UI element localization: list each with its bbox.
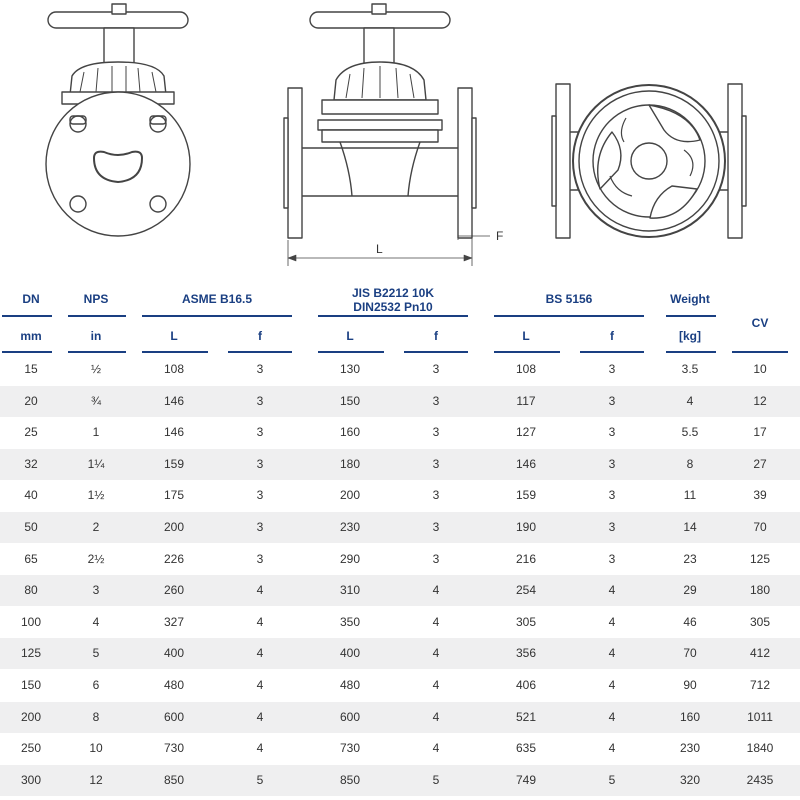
table-row [0, 512, 800, 543]
cell-jis-f: 4 [432, 583, 440, 598]
cell-asme-L: 850 [163, 772, 185, 787]
subheader-asme-f: f [258, 329, 262, 343]
cell-jis-f: 4 [432, 678, 440, 692]
valve-side-view [284, 4, 490, 266]
header-rule [142, 315, 292, 317]
cell-bs-f: 3 [608, 456, 616, 471]
cell-cv: 17 [753, 425, 767, 440]
cell-jis-f: 3 [432, 551, 440, 566]
table-row [0, 544, 800, 575]
header-jis: JIS B2212 10K [351, 286, 435, 300]
header-dn: DN [22, 292, 40, 306]
subheader-bs-L: L [522, 329, 530, 343]
cell-cv: 712 [749, 678, 771, 692]
subheader-jis-f: f [434, 329, 438, 343]
cell-asme-L: 175 [163, 488, 185, 503]
cell-asme-f: 3 [256, 456, 264, 471]
cell-weight: 4 [686, 393, 694, 408]
cell-bs-f: 3 [608, 362, 616, 376]
cell-nps: 3 [92, 583, 100, 598]
cell-bs-f: 4 [608, 583, 616, 598]
cell-bs-f: 3 [608, 393, 616, 408]
cell-bs-f: 4 [608, 678, 616, 692]
cell-cv: 1011 [747, 709, 773, 724]
cell-jis-f: 3 [432, 520, 440, 534]
header-rule [318, 315, 468, 317]
cell-asme-f: 4 [256, 709, 264, 724]
cell-asme-f: 4 [256, 614, 264, 629]
cell-weight: 46 [683, 614, 697, 629]
subheader-jis-L: L [346, 329, 354, 343]
cell-cv: 305 [749, 614, 771, 629]
header-rule [666, 351, 716, 353]
cell-jis-L: 150 [339, 393, 361, 408]
cell-jis-f: 3 [432, 393, 440, 408]
cell-bs-f: 5 [608, 772, 616, 787]
cell-weight: 160 [679, 709, 701, 724]
header-rule [228, 351, 292, 353]
header-rule [494, 351, 560, 353]
cell-asme-f: 3 [256, 425, 264, 440]
cell-nps: 2½ [87, 551, 105, 566]
cell-asme-f: 3 [256, 393, 264, 408]
cell-jis-L: 850 [339, 772, 361, 787]
cell-dn: 25 [24, 425, 38, 440]
table-row [0, 638, 800, 669]
cell-bs-L: 117 [516, 393, 536, 408]
cell-dn: 200 [20, 709, 42, 724]
cell-asme-L: 327 [163, 614, 185, 629]
cell-asme-L: 146 [163, 393, 185, 408]
table-row [0, 607, 800, 638]
cell-dn: 150 [20, 678, 42, 692]
cell-asme-f: 4 [256, 583, 264, 598]
cell-cv: 27 [753, 456, 767, 471]
cell-asme-f: 3 [256, 551, 264, 566]
cell-nps: ½ [90, 362, 101, 376]
header-rule [666, 315, 716, 317]
cell-jis-f: 3 [432, 362, 440, 376]
cell-jis-L: 730 [339, 741, 361, 756]
cell-jis-L: 290 [339, 551, 361, 566]
cell-cv: 2435 [746, 772, 774, 787]
table-row [0, 670, 800, 701]
subheader-weight-unit: [kg] [679, 329, 701, 343]
cell-jis-f: 4 [432, 709, 440, 724]
cell-asme-L: 480 [163, 678, 185, 692]
cell-bs-L: 305 [515, 614, 537, 629]
cell-asme-L: 200 [163, 520, 185, 534]
cell-cv: 39 [753, 488, 767, 503]
header-rule [2, 351, 52, 353]
cell-bs-L: 749 [515, 772, 537, 787]
valve-technical-drawings [0, 0, 800, 272]
subheader-dn-unit: mm [20, 329, 42, 343]
cell-jis-L: 480 [339, 678, 361, 692]
cell-bs-f: 3 [608, 520, 616, 534]
cell-nps: 1¼ [87, 456, 105, 471]
header-rule [494, 315, 644, 317]
cell-dn: 100 [20, 614, 42, 629]
cell-nps: 4 [92, 614, 100, 629]
cell-asme-f: 4 [256, 646, 264, 661]
cell-bs-f: 4 [608, 709, 616, 724]
header-weight: Weight [670, 292, 710, 306]
cell-jis-f: 3 [432, 456, 440, 471]
cell-bs-f: 3 [608, 425, 616, 440]
cell-jis-f: 4 [432, 614, 440, 629]
cell-jis-f: 3 [432, 488, 440, 503]
header-jis-din [318, 286, 468, 314]
header-bs: BS 5156 [545, 292, 593, 306]
table-row [0, 575, 800, 606]
cell-jis-f: 5 [432, 772, 440, 787]
cell-jis-L: 130 [339, 362, 361, 376]
cell-dn: 125 [20, 646, 42, 661]
cell-cv: 70 [753, 520, 767, 534]
cell-bs-f: 3 [608, 488, 616, 503]
cell-cv: 10 [753, 362, 767, 376]
header-rule [318, 351, 384, 353]
table-row [0, 449, 800, 480]
cell-asme-L: 730 [163, 741, 185, 756]
cell-dn: 80 [24, 583, 38, 598]
cell-dn: 40 [24, 488, 38, 503]
header-nps: NPS [83, 292, 109, 306]
cell-jis-L: 310 [339, 583, 361, 598]
cell-jis-L: 200 [339, 488, 361, 503]
table-row [0, 733, 800, 764]
cell-bs-L: 254 [515, 583, 537, 598]
cell-weight: 23 [683, 551, 697, 566]
cell-nps: 1 [92, 425, 100, 440]
table-row [0, 702, 800, 733]
cell-bs-L: 146 [515, 456, 537, 471]
cell-bs-L: 356 [515, 646, 537, 661]
cell-bs-L: 406 [515, 678, 537, 692]
cell-bs-f: 4 [608, 741, 616, 756]
cell-weight: 70 [683, 646, 697, 661]
cell-asme-L: 400 [163, 646, 185, 661]
cell-asme-L: 260 [163, 583, 185, 598]
cell-jis-L: 230 [339, 520, 361, 534]
cell-nps: 6 [92, 678, 100, 692]
cell-asme-L: 108 [163, 362, 185, 376]
cell-asme-f: 3 [256, 488, 264, 503]
cell-asme-f: 3 [256, 520, 264, 534]
cell-weight: 29 [683, 583, 697, 598]
cell-bs-L: 521 [515, 709, 537, 724]
header-rule [68, 351, 126, 353]
cell-cv: 412 [749, 646, 771, 661]
cell-bs-L: 127 [515, 425, 537, 440]
cell-asme-f: 5 [256, 772, 264, 787]
cell-nps: 10 [89, 741, 103, 756]
subheader-nps-unit: in [90, 329, 102, 343]
subheader-asme-L: L [170, 329, 178, 343]
cell-dn: 300 [20, 772, 42, 787]
cell-cv: 12 [753, 393, 767, 408]
header-rule [68, 315, 126, 317]
cell-bs-L: 190 [515, 520, 537, 534]
cell-jis-f: 4 [432, 646, 440, 661]
cell-bs-L: 635 [515, 741, 537, 756]
cell-bs-f: 4 [608, 646, 616, 661]
cell-bs-L: 108 [515, 362, 537, 376]
cell-asme-L: 600 [163, 709, 185, 724]
table-row [0, 480, 800, 511]
cell-jis-f: 3 [432, 425, 440, 440]
table-row [0, 765, 800, 796]
header-rule [404, 351, 468, 353]
dimension-label-L: L [376, 242, 383, 256]
cell-nps: 2 [92, 520, 100, 534]
header-rule [142, 351, 208, 353]
cell-dn: 65 [24, 551, 38, 566]
cell-dn: 20 [24, 393, 38, 408]
valve-front-view [46, 4, 190, 236]
cell-jis-L: 600 [339, 709, 361, 724]
cell-jis-L: 180 [339, 456, 361, 471]
cell-dn: 50 [24, 520, 38, 534]
dimension-label-F: F [496, 229, 504, 243]
header-rule [580, 351, 644, 353]
cell-jis-L: 350 [339, 614, 361, 629]
cell-dn: 32 [24, 456, 38, 471]
header-rule [2, 315, 52, 317]
table-row [0, 386, 800, 417]
cell-bs-f: 3 [608, 551, 616, 566]
cell-asme-L: 146 [163, 425, 185, 440]
cell-asme-L: 159 [163, 456, 185, 471]
cell-asme-f: 3 [256, 362, 264, 376]
cell-bs-L: 216 [515, 551, 537, 566]
cell-cv: 1840 [746, 741, 774, 756]
cell-jis-L: 160 [339, 425, 361, 440]
valve-top-view [552, 84, 746, 238]
cell-weight: 3.5 [681, 362, 699, 376]
cell-weight: 8 [686, 456, 694, 471]
cell-cv: 180 [749, 583, 771, 598]
table-row [0, 354, 800, 385]
header-din: DIN2532 Pn10 [353, 300, 433, 314]
cell-jis-L: 400 [339, 646, 361, 661]
cell-dn: 15 [24, 362, 38, 376]
cell-cv: 125 [749, 551, 771, 566]
table-row [0, 417, 800, 448]
cell-weight: 14 [683, 520, 697, 534]
cell-jis-f: 4 [432, 741, 440, 756]
cell-nps: 12 [89, 772, 103, 787]
cell-asme-f: 4 [256, 741, 264, 756]
cell-nps: 8 [92, 709, 100, 724]
cell-asme-L: 226 [163, 551, 185, 566]
subheader-bs-f: f [610, 329, 614, 343]
cell-nps: ¾ [90, 393, 101, 408]
cell-weight: 90 [683, 678, 697, 692]
cell-weight: 230 [679, 741, 701, 756]
cell-bs-f: 4 [608, 614, 616, 629]
cell-weight: 5.5 [681, 425, 699, 440]
cell-asme-f: 4 [256, 678, 264, 692]
header-asme: ASME B16.5 [181, 292, 253, 306]
cell-weight: 320 [679, 772, 701, 787]
header-rule [732, 351, 788, 353]
cell-dn: 250 [20, 741, 42, 756]
cell-nps: 1½ [87, 488, 105, 503]
cell-nps: 5 [92, 646, 100, 661]
cell-bs-L: 159 [515, 488, 537, 503]
header-cv: CV [751, 316, 769, 330]
cell-weight: 11 [683, 488, 697, 503]
